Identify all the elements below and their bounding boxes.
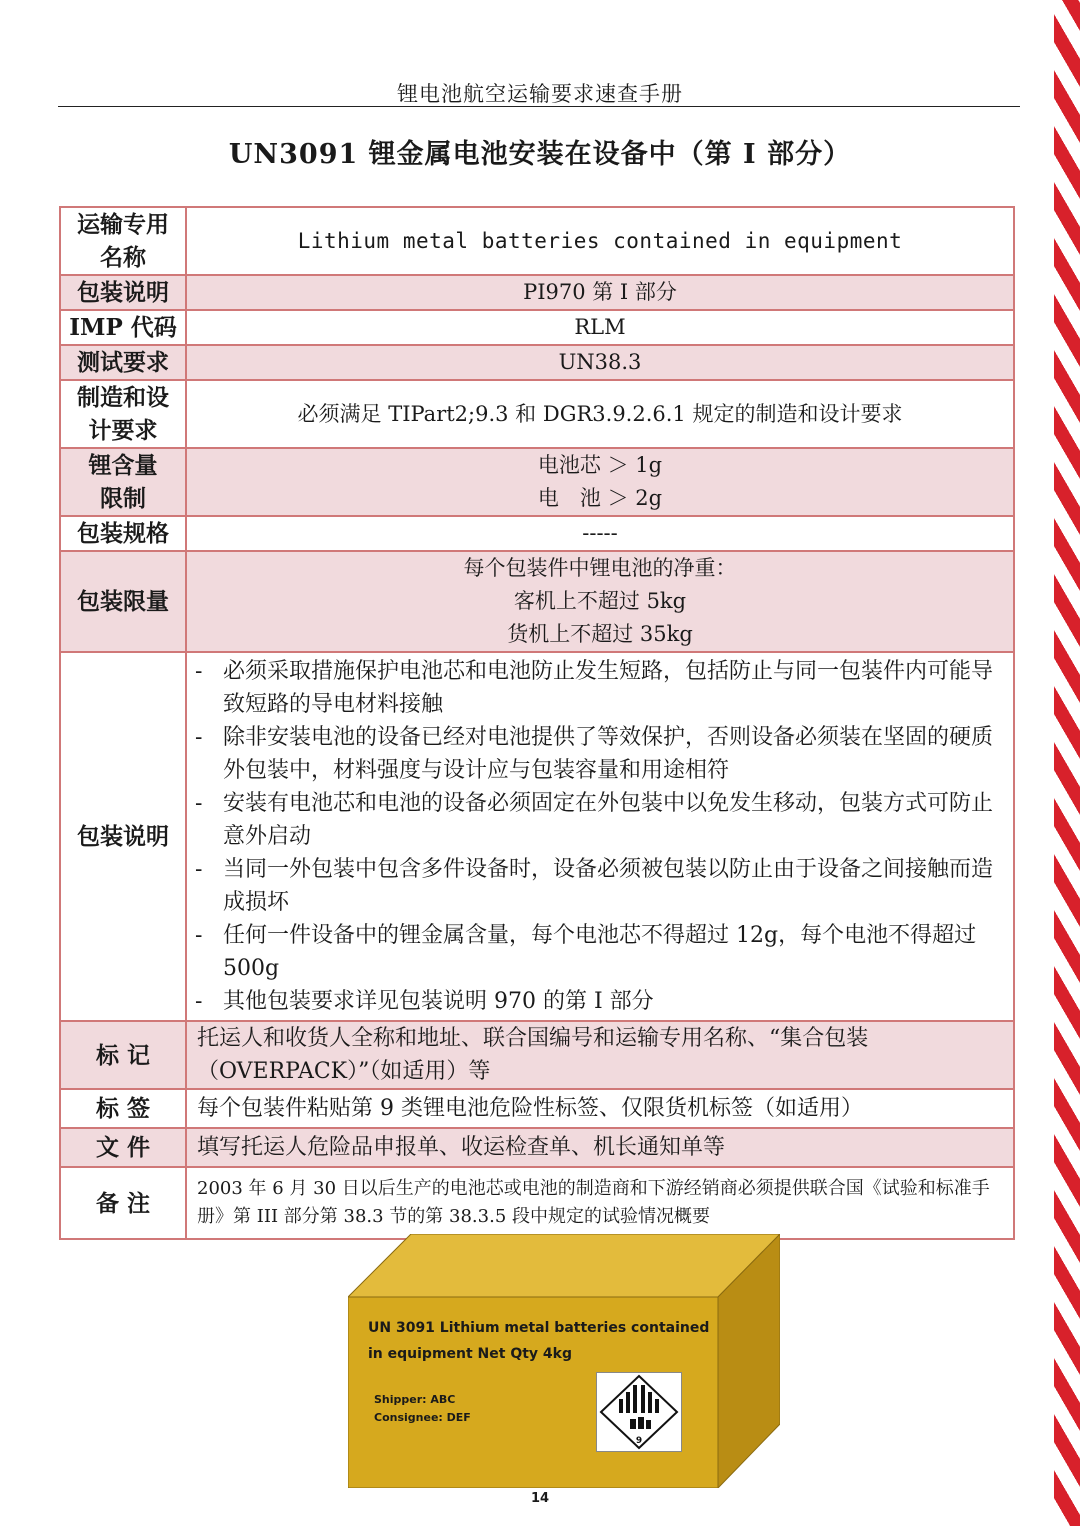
row-label-packing-limit: 包装限量 <box>60 551 186 652</box>
row-label-lithium-limit <box>60 448 186 516</box>
row-label-marking: 标 记 <box>60 1021 186 1089</box>
label-text: 锂含量限制 <box>88 452 158 512</box>
row-label-imp-code: IMP 代码 <box>60 310 186 345</box>
shipper-text: Shipper: ABC <box>374 1393 456 1406</box>
hazard-stripe-border <box>1054 0 1080 1526</box>
documents-value: 填写托运人危险品申报单、收运检查单、机长通知单等 <box>186 1128 1014 1167</box>
row-label-remarks: 备 注 <box>60 1167 186 1239</box>
table-row <box>60 207 1014 275</box>
shipping-name-value: Lithium metal batteries contained in equipment <box>186 207 1014 275</box>
spec-table <box>59 206 1015 1240</box>
consignee-text: Consignee: DEF <box>374 1411 471 1424</box>
row-label-packing-instruction: 包装说明 <box>60 275 186 310</box>
table-row <box>60 1167 1014 1239</box>
lithium-limit-value <box>186 448 1014 516</box>
table-row <box>60 652 1014 1021</box>
marking-value: 托运人和收货人全称和地址、联合国编号和运输专用名称、“集合包装（OVERPACK）”（如适用）等 <box>186 1021 1014 1089</box>
table-row <box>60 448 1014 516</box>
remarks-text: 2003 年 6 月 30 日以后生产的电池芯或电池的制造商和下游经销商必须提供联合国《试验和标准手册》第 III 部分第 38.3 节的第 38.3.5 段中规定的试验情况概要 <box>197 1178 990 1227</box>
battery-limit-line: 电 池 ＞ 2g <box>537 486 663 510</box>
limit-heading: 每个包装件中锂电池的净重： <box>463 556 737 580</box>
row-label-design-requirement <box>60 380 186 448</box>
class-9-hazard-label-icon <box>596 1372 682 1452</box>
header-divider <box>58 106 1020 107</box>
packing-notes-list <box>187 653 1013 1020</box>
row-label-test-requirement: 测试要求 <box>60 345 186 380</box>
packing-notes-value <box>186 652 1014 1021</box>
table-row <box>60 1089 1014 1128</box>
table-row <box>60 1128 1014 1167</box>
remarks-value <box>186 1167 1014 1239</box>
table-row <box>60 516 1014 551</box>
cell-limit-line: 电池芯 ＞ 1g <box>537 453 663 477</box>
packing-limit-value <box>186 551 1014 652</box>
package-label-line2: in equipment Net Qty 4kg <box>368 1346 573 1362</box>
packing-spec-value: ----- <box>186 516 1014 551</box>
row-label-shipping-name <box>60 207 186 275</box>
label-text: 运输专用名称 <box>77 211 169 271</box>
list-item: - 当同一外包装中包含多件设备时，设备必须被包装以防止由于设备之间接触而造成损坏 <box>195 853 1001 919</box>
row-label-packing-spec: 包装规格 <box>60 516 186 551</box>
row-label-packing-notes: 包装说明 <box>60 652 186 1021</box>
list-item: - 必须采取措施保护电池芯和电池防止发生短路，包括防止与同一包装件内可能导致短路的导电材料接触 <box>195 655 1001 721</box>
table-row <box>60 310 1014 345</box>
table-row <box>60 380 1014 448</box>
packing-instruction-value: PI970 第 I 部分 <box>186 275 1014 310</box>
table-row <box>60 345 1014 380</box>
test-requirement-value: UN38.3 <box>186 345 1014 380</box>
list-item: - 安装有电池芯和电池的设备必须固定在外包装中以免发生移动，包装方式可防止意外启动 <box>195 787 1001 853</box>
passenger-aircraft-limit: 客机上不超过 5kg <box>513 589 687 613</box>
page-number: 14 <box>530 1491 550 1506</box>
row-label-labels: 标 签 <box>60 1089 186 1128</box>
page-title: UN3091 锂金属电池安装在设备中（第 I 部分） <box>228 139 852 170</box>
list-item: - 其他包装要求详见包装说明 970 的第 I 部分 <box>195 985 1001 1018</box>
table-row <box>60 1021 1014 1089</box>
cargo-aircraft-limit: 货机上不超过 35kg <box>507 622 693 646</box>
label-text: 制造和设计要求 <box>77 384 169 444</box>
running-header: 锂电池航空运输要求速查手册 <box>397 82 683 106</box>
hazard-diamond-graphic <box>597 1373 681 1451</box>
row-label-documents: 文 件 <box>60 1128 186 1167</box>
list-item: - 任何一件设备中的锂金属含量，每个电池芯不得超过 12g，每个电池不得超过 500g <box>195 919 1001 985</box>
labels-value: 每个包装件粘贴第 9 类锂电池危险性标签、仅限货机标签（如适用） <box>186 1089 1014 1128</box>
hazard-class-number: 9 <box>635 1436 643 1446</box>
design-requirement-value: 必须满足 TIPart2;9.3 和 DGR3.9.2.6.1 规定的制造和设计要求 <box>186 380 1014 448</box>
table-row <box>60 275 1014 310</box>
list-item: - 除非安装电池的设备已经对电池提供了等效保护，否则设备必须装在坚固的硬质外包装中，材料强度与设计应与包装容量和用途相符 <box>195 721 1001 787</box>
package-illustration <box>348 1234 780 1488</box>
table-row <box>60 551 1014 652</box>
package-label-line1: UN 3091 Lithium metal batteries contained <box>368 1320 710 1336</box>
imp-code-value: RLM <box>186 310 1014 345</box>
